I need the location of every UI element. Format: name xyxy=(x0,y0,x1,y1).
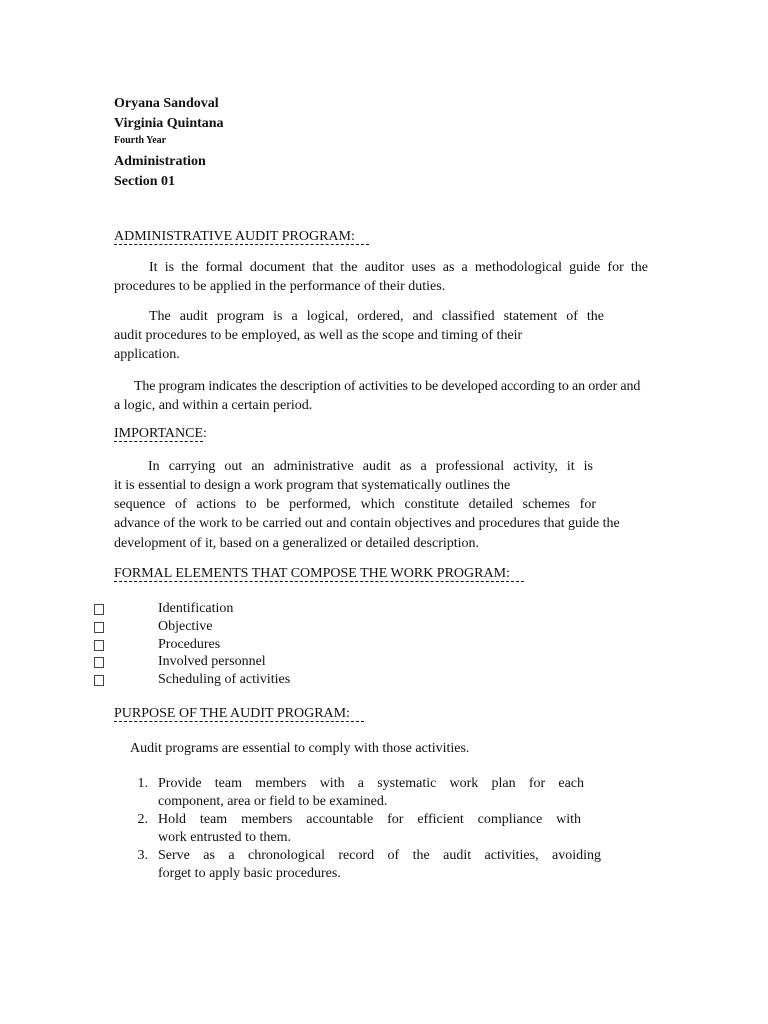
bullet-icon xyxy=(94,604,104,615)
element-item: Identification xyxy=(158,601,234,616)
purpose-item-2-line-1: Hold team members accountable for efficient compliance with xyxy=(158,812,581,827)
purpose-item-1-line-2: component, area or field to be examined. xyxy=(158,794,388,809)
paragraph-1-line-1: It is the formal document that the auditor uses as a methodological guide for the xyxy=(149,260,648,275)
paragraph-3-line-2: a logic, and within a certain period. xyxy=(114,398,313,413)
section-label: Section 01 xyxy=(114,174,176,189)
list-number: 3. xyxy=(137,848,148,863)
importance-line-3: sequence of actions to be performed, which constitute detailed schemes for xyxy=(114,497,596,512)
bullet-icon xyxy=(94,622,104,633)
importance-line-1: In carrying out an administrative audit as a professional activity, it is xyxy=(148,459,593,474)
purpose-item-3-line-1: Serve as a chronological record of the audit activities, avoiding xyxy=(158,848,601,863)
heading-formal-elements: FORMAL ELEMENTS THAT COMPOSE THE WORK PROGRAM: xyxy=(114,566,524,582)
paragraph-2-line-2: audit procedures to be employed, as well as the scope and timing of their xyxy=(114,328,523,343)
paragraph-3-line-1: The program indicates the description of activities to be developed according to an order and xyxy=(134,379,641,394)
importance-line-5: development of it, based on a generalized or detailed description. xyxy=(114,536,480,551)
list-number: 1. xyxy=(137,776,148,791)
heading-audit-program: ADMINISTRATIVE AUDIT PROGRAM: xyxy=(114,229,369,245)
element-item: Objective xyxy=(158,619,213,634)
heading-importance-colon: : xyxy=(203,426,207,441)
heading-importance-wrapper xyxy=(114,426,207,442)
bullet-icon xyxy=(94,675,104,686)
purpose-item-2-line-2: work entrusted to them. xyxy=(158,830,291,845)
paragraph-2-line-3: application. xyxy=(114,347,180,362)
purpose-item-3-line-2: forget to apply basic procedures. xyxy=(158,866,341,881)
bullet-icon xyxy=(94,640,104,651)
purpose-item-1-line-1: Provide team members with a systematic work plan for each xyxy=(158,776,584,791)
bullet-icon xyxy=(94,657,104,668)
element-item: Scheduling of activities xyxy=(158,672,291,687)
element-item: Procedures xyxy=(158,637,221,652)
year-label: Fourth Year xyxy=(114,135,167,146)
heading-purpose: PURPOSE OF THE AUDIT PROGRAM: xyxy=(114,706,364,722)
purpose-intro: Audit programs are essential to comply with those activities. xyxy=(130,741,470,756)
importance-line-4: advance of the work to be carried out and contain objectives and procedures that guide the xyxy=(114,516,620,531)
author-name-1: Oryana Sandoval xyxy=(114,96,219,111)
importance-line-2: it is essential to design a work program that systematically outlines the xyxy=(114,478,511,493)
author-name-2: Virginia Quintana xyxy=(114,116,224,131)
heading-importance: IMPORTANCE xyxy=(114,426,204,441)
paragraph-1-line-2: procedures to be applied in the performance of their duties. xyxy=(114,279,446,294)
list-number: 2. xyxy=(137,812,148,827)
subject-label: Administration xyxy=(114,154,206,169)
element-item: Involved personnel xyxy=(158,654,266,669)
paragraph-2-line-1: The audit program is a logical, ordered, and classified statement of the xyxy=(149,309,604,324)
